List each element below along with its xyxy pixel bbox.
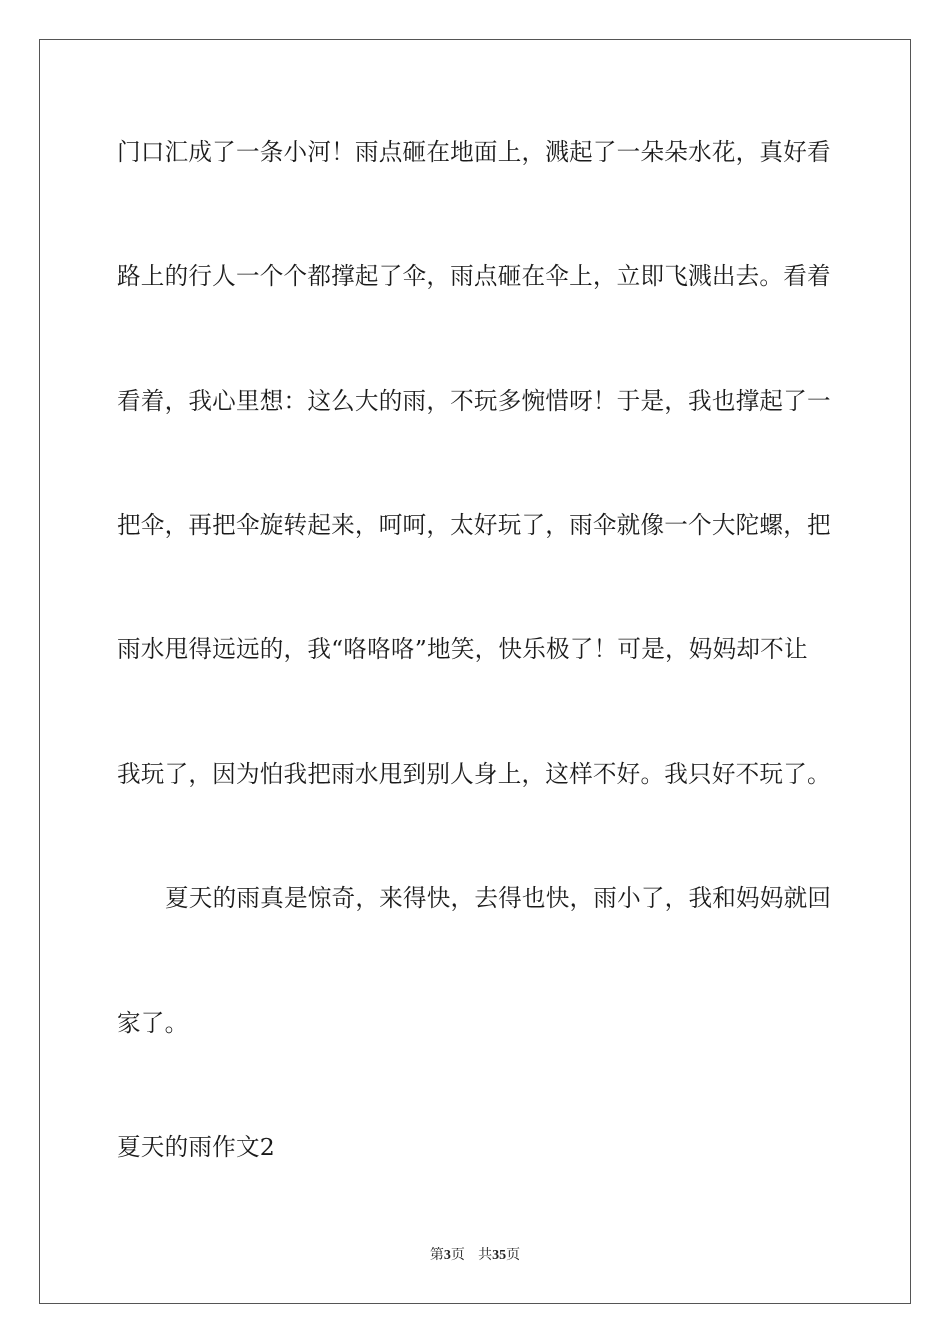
body-text-line: 路上的行人一个个都撑起了伞，雨点砸在伞上，立即飞溅出去。看着 xyxy=(117,262,831,290)
body-text-line: 我玩了，因为怕我把雨水甩到别人身上，这样不好。我只好不玩了。 xyxy=(117,760,831,788)
body-text-line: 雨水甩得远远的，我“咯咯咯”地笑，快乐极了！可是，妈妈却不让 xyxy=(117,635,808,663)
page-footer xyxy=(0,1246,950,1265)
section-heading: 夏天的雨作文2 xyxy=(117,1133,275,1161)
page-label-suffix: 页 xyxy=(450,1247,465,1263)
body-text-line: 看着，我心里想：这么大的雨，不玩多惋惜呀！于是，我也撑起了一 xyxy=(117,387,831,415)
body-text-line: 家了。 xyxy=(117,1009,189,1037)
page-border xyxy=(39,39,911,1304)
current-page-number: 3 xyxy=(443,1248,451,1263)
page-label-prefix: 第 xyxy=(429,1247,444,1263)
body-text-line: 把伞，再把伞旋转起来，呵呵，太好玩了，雨伞就像一个大陀螺，把 xyxy=(117,511,831,539)
total-label-suffix: 页 xyxy=(506,1247,521,1263)
total-pages-number: 35 xyxy=(492,1248,507,1263)
paragraph-first-line: 夏天的雨真是惊奇，来得快，去得也快，雨小了，我和妈妈就回 xyxy=(165,884,832,912)
body-text-line: 门口汇成了一条小河！雨点砸在地面上，溅起了一朵朵水花，真好看 xyxy=(117,138,831,166)
total-label-prefix: 共 xyxy=(478,1247,493,1263)
